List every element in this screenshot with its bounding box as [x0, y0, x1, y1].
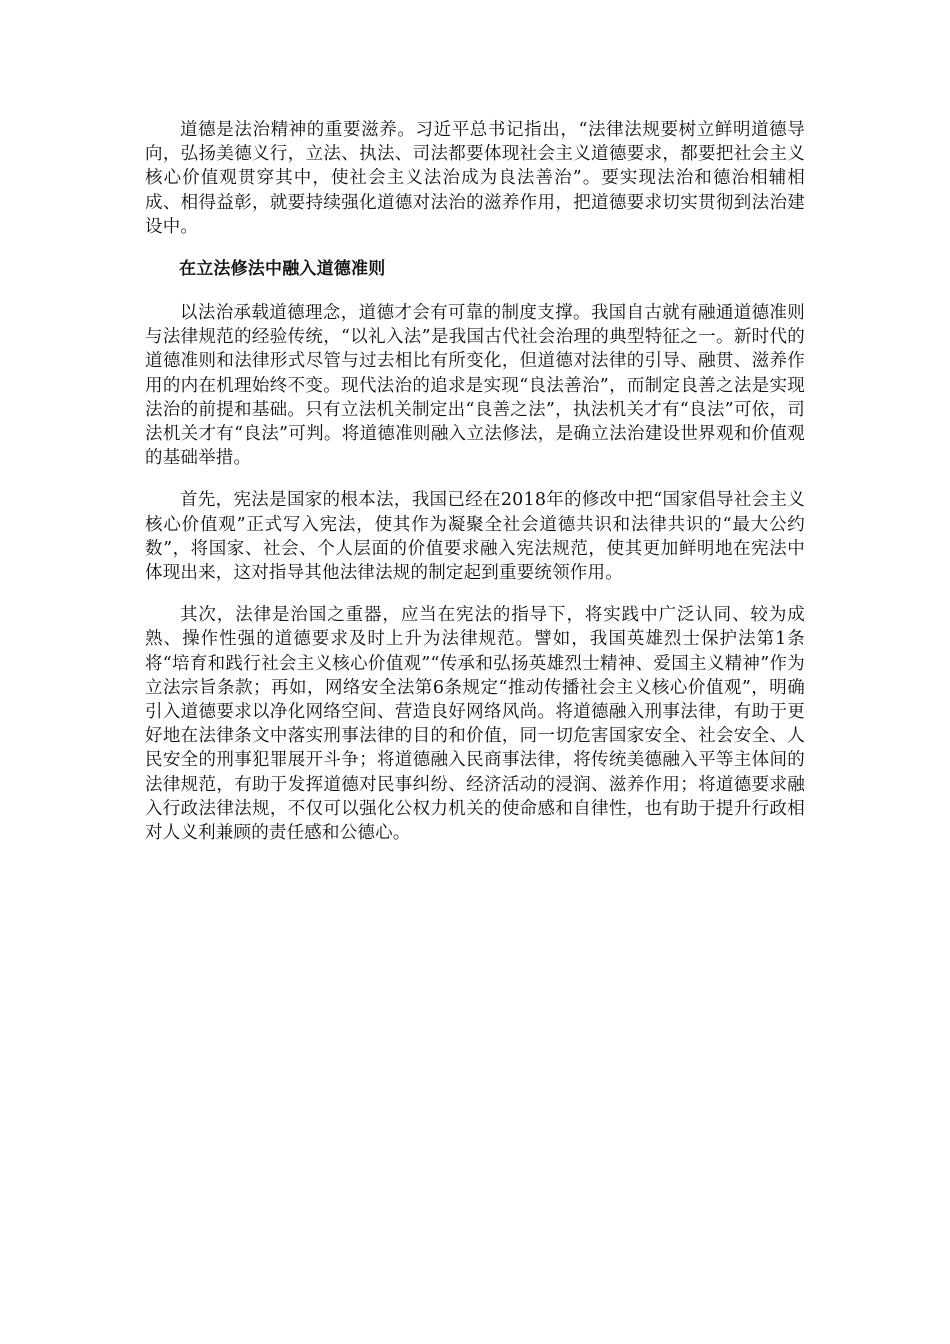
body-paragraph-1: 以法治承载道德理念，道德才会有可靠的制度支撑。我国自古就有融通道德准则与法律规范的经验传统，“以礼入法”是我国古代社会治理的典型特征之一。新时代的道德准则和法律形式尽管与过去相比有所变化，但道德对法律的引导、融贯、滋养作用的内在机理始终不变。现代法治的追求是实现“良法善治”，而制定良善之法是实现法治的前提和基础。只有立法机关制定出“良善之法”，执法机关才有“良法”可依，司法机关才有“良法”可判。将道德准则融入立法修法，是确立法治建设世界观和价值观的基础举措。 [145, 303, 805, 469]
body-paragraph-3: 其次，法律是治国之重器，应当在宪法的指导下，将实践中广泛认同、较为成熟、操作性强的道德要求及时上升为法律规范。譬如，我国英雄烈士保护法第1条将“培育和践行社会主义核心价值观”“传承和弘扬英雄烈士精神、爱国主义精神”作为立法宗旨条款；再如，网络安全法第6条规定“推动传播社会主义核心价值观”，明确引入道德要求以净化网络空间、营造良好网络风尚。将道德融入刑事法律，有助于更好地在法律条文中落实刑事法律的目的和价值，同一切危害国家安全、社会安全、人民安全的刑事犯罪展开斗争；将道德融入民商事法律，将传统美德融入平等主体间的法律规范，有助于发挥道德对民事纠纷、经济活动的浸润、滋养作用；将道德要求融入行政法律法规，不仅可以强化公权力机关的使命感和自律性，也有助于提升行政相对人义利兼顾的责任感和公德心。 [145, 605, 805, 844]
intro-paragraph: 道德是法治精神的重要滋养。习近平总书记指出，“法律法规要树立鲜明道德导向，弘扬美德义行，立法、执法、司法都要体现社会主义道德要求，都要把社会主义核心价值观贯穿其中，使社会主义法治成为良法善治”。要实现法治和德治相辅相成、相得益彰，就要持续强化道德对法治的滋养作用，把道德要求切实贯彻到法治建设中。 [145, 120, 805, 237]
body-paragraph-2: 首先，宪法是国家的根本法，我国已经在2018年的修改中把“国家倡导社会主义核心价值观”正式写入宪法，使其作为凝聚全社会道德共识和法律共识的“最大公约数”，将国家、社会、个人层面的价值要求融入宪法规范，使其更加鲜明地在宪法中体现出来，这对指导其他法律法规的制定起到重要统领作用。 [145, 490, 805, 584]
document-page [145, 118, 805, 863]
section-heading: 在立法修法中融入道德准则 [179, 259, 386, 280]
